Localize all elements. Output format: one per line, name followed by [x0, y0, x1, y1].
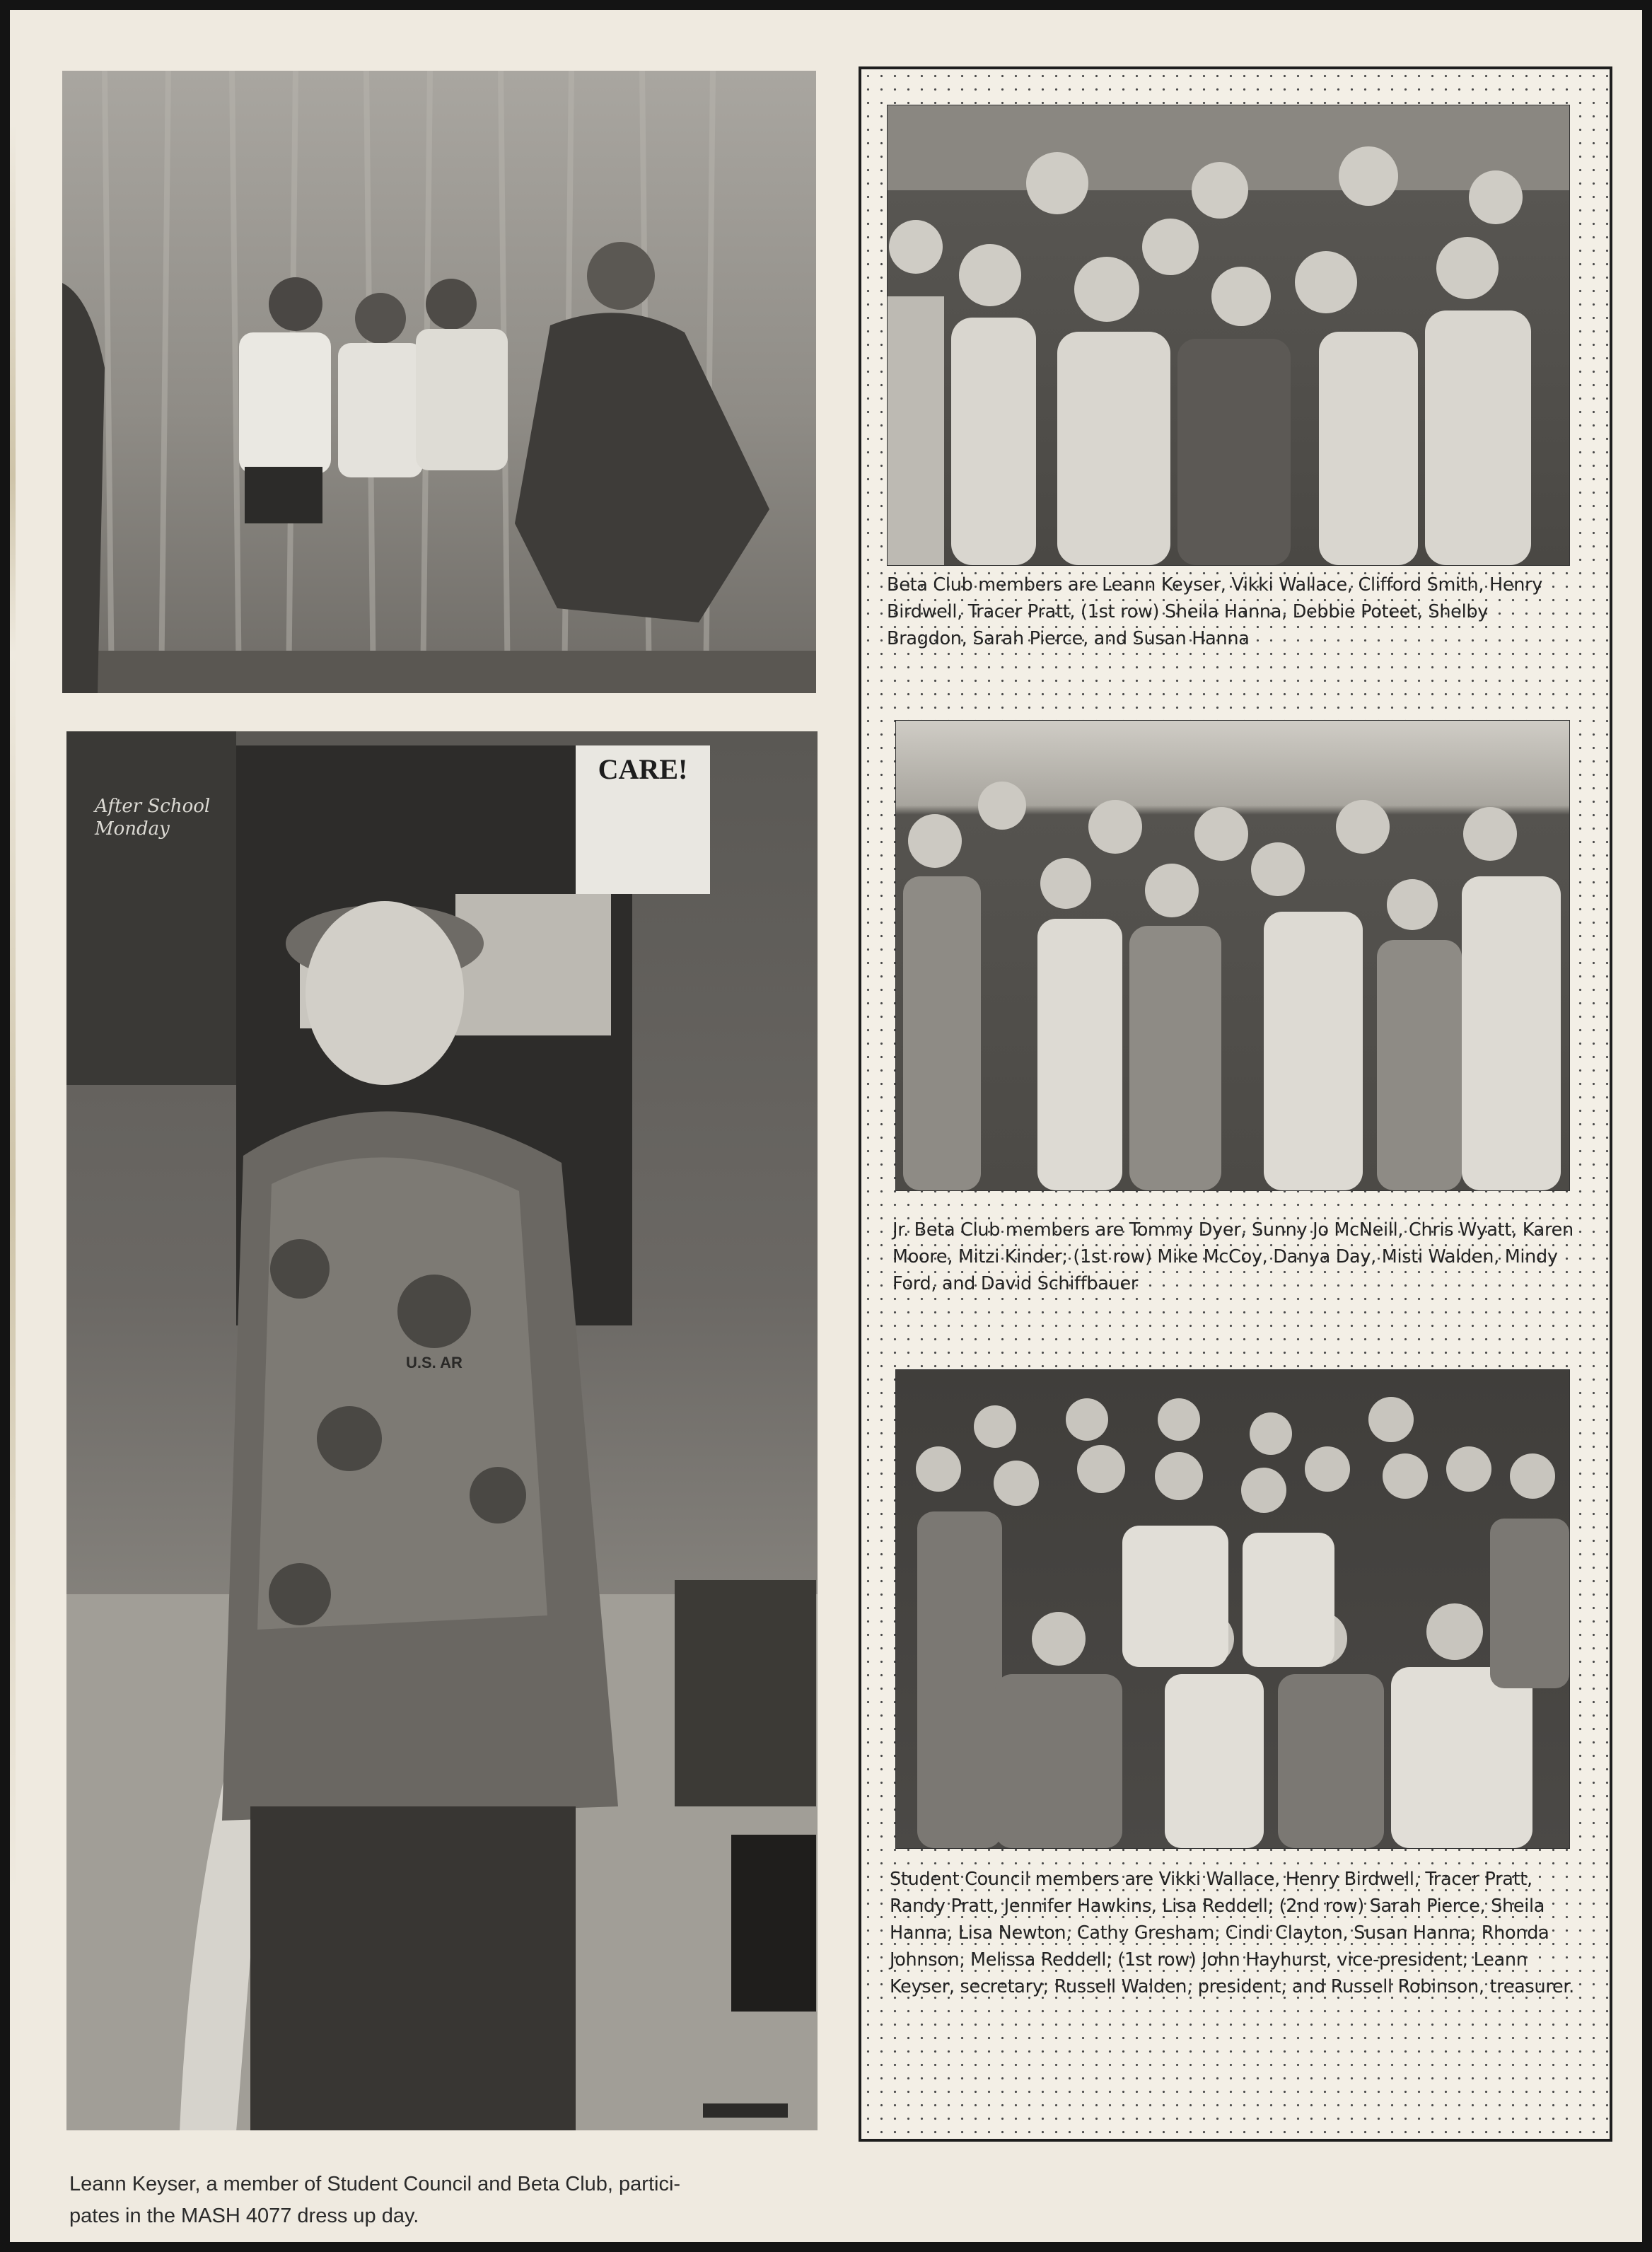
jr-beta-club-caption: Jr. Beta Club members are Tommy Dyer, Sunny Jo McNeill, Chris Wyatt, Karen Moore, Mitzi Kinder; (1st row) Mike McCoy, Danya Day, Misti Walden, Mindy Ford, and David Schiffbauer — [892, 1219, 1574, 1294]
jr-beta-club-photo — [895, 720, 1570, 1191]
leann-keyser-photo — [66, 731, 818, 2130]
chalkboard-line-1: After School — [95, 796, 211, 817]
beta-club-photo — [887, 105, 1570, 566]
student-council-caption: Student Council members are Vikki Wallace, Henry Birdwell, Tracer Pratt, Randy Pratt, Jennifer Hawkins, Lisa Reddell; (2nd row) Sarah Pierce, Sheila Hanna, Lisa Newton, Cathy Gresham, Cindi Clayton, Susan Hanna, Rhonda Johnson, Melissa Reddell; (1st row) John Hayhurst, vice-president; Leann Keyser, secretary; Russell Walden, president, and Russell Robinson, treasurer. — [890, 1869, 1574, 1997]
leann-caption-line-2: pates in the MASH 4077 dress up day. — [69, 2205, 419, 2227]
leann-caption — [69, 2169, 840, 2232]
care-poster: CARE! — [598, 753, 688, 785]
name-tape: U.S. AR — [406, 1354, 463, 1371]
chalkboard-writing — [95, 795, 229, 840]
beta-club-caption: Beta Club members are Leann Keyser, Vikki Wallace, Clifford Smith, Henry Birdwell, Tracer Pratt, (1st row) Sheila Hanna, Debbie Poteet, Shelby Bragdon, Sarah Pierce, and Susan Hanna — [887, 574, 1543, 649]
stage-skit-photo — [62, 71, 816, 693]
leann-caption-line-1: Leann Keyser, a member of Student Council and Beta Club, partici- — [69, 2173, 681, 2195]
chalkboard-line-2: Monday — [95, 818, 170, 840]
yearbook-page — [10, 10, 1642, 2242]
club-sidebar — [859, 66, 1612, 2142]
binding-edge — [10, 123, 16, 1891]
student-council-photo — [895, 1369, 1570, 1849]
